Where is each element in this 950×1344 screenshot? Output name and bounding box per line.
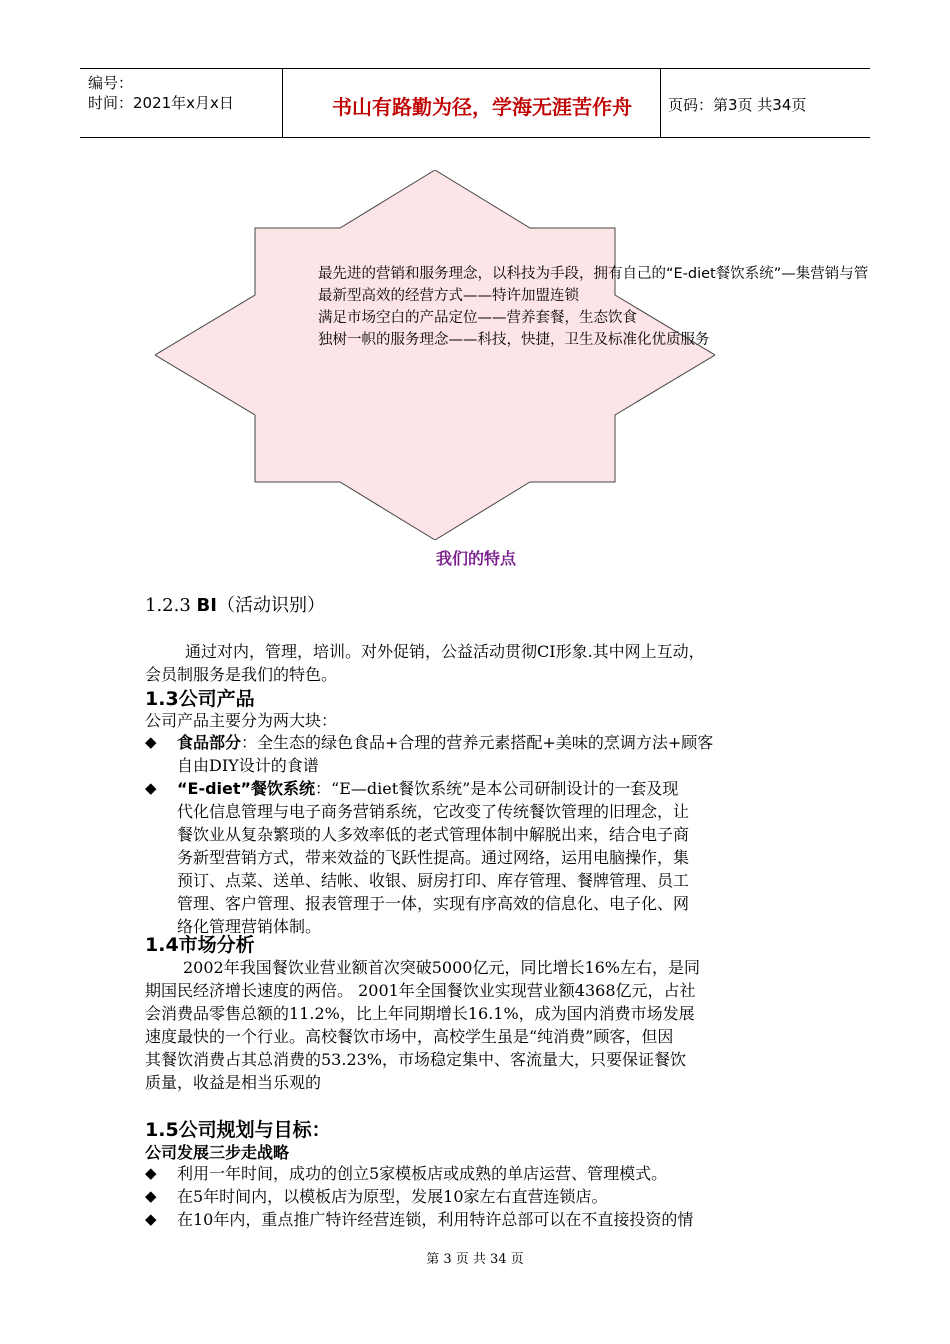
product-item-food xyxy=(145,731,825,777)
plan-item xyxy=(145,1162,825,1185)
bullet-diamond-icon: ◆ xyxy=(145,733,157,751)
market-line: 期国民经济增长速度的两倍。 2001年全国餐饮业实现营业额4368亿元，占社 xyxy=(145,981,696,1000)
section-bi-line2: 会员制服务是我们的特色。 xyxy=(145,665,338,684)
plan-item-text: 在10年内，重点推广特许经营连锁，利用特许总部可以在不直接投资的情 xyxy=(177,1210,694,1229)
bullet-diamond-icon: ◆ xyxy=(145,1187,157,1205)
product-item-text: 络化管理营销体制。 xyxy=(177,917,322,936)
feature-line: 满足市场空白的产品定位——营养套餐，生态饮食 xyxy=(318,310,637,326)
product-item-text: ：全生态的绿色食品+合理的营养元素搭配+美味的烹调方法+顾客 xyxy=(241,733,714,752)
product-item-label: 食品部分 xyxy=(177,733,242,752)
star-text xyxy=(318,263,950,351)
section-market-heading: 1.4市场分析 xyxy=(145,934,255,956)
feature-line: 最新型高效的经营方式——特许加盟连锁 xyxy=(318,288,579,304)
document-number-label: 编号： xyxy=(88,74,134,92)
section-plan-heading: 1.5公司规划与目标： xyxy=(145,1119,331,1141)
section-products-intro: 公司产品主要分为两大块： xyxy=(145,711,338,730)
header-page-label: 页码：第3页 共34页 xyxy=(668,96,807,114)
section-bi-bold: BI xyxy=(196,595,217,616)
product-item-text: 管理、客户管理、报表管理于一体，实现有序高效的信息化、电子化、网 xyxy=(177,894,690,913)
section-plan-subheading: 公司发展三步走战略 xyxy=(145,1143,290,1162)
section-bi-line1: 通过对内，管理，培训。对外促销，公益活动贯彻CI形象.其中网上互动， xyxy=(185,642,705,661)
header-motto: 书山有路勤为径，学海无涯苦作舟 xyxy=(332,95,632,119)
market-line: 其餐饮消费占其总消费的53.23%，市场稳定集中、客流量大，只要保证餐饮 xyxy=(145,1050,687,1069)
product-item-text: 务新型营销方式，带来效益的飞跃性提高。通过网络，运用电脑操作，集 xyxy=(177,848,690,867)
star-polygon xyxy=(155,170,715,540)
page-header xyxy=(80,68,870,138)
header-meta xyxy=(88,73,234,113)
header-divider xyxy=(282,69,283,137)
star-caption xyxy=(0,546,950,569)
plan-item-text: 利用一年时间，成功的创立5家模板店或成熟的单店运营、管理模式。 xyxy=(177,1164,668,1183)
feature-line: 最先进的营销和服务理念，以科技为手段，拥有自己的“E-diet餐饮系统”—集营销与管 xyxy=(318,266,869,282)
star-shape xyxy=(155,170,715,540)
product-item-text: 餐饮业从复杂繁琐的人多效率低的老式管理体制中解脱出来，结合电子商 xyxy=(177,825,690,844)
bullet-diamond-icon: ◆ xyxy=(145,779,157,797)
plan-item xyxy=(145,1208,825,1231)
star-caption-text: 我们的特点 xyxy=(435,549,516,568)
plan-item-text: 在5年时间内，以模板店为原型，发展10家左右直营连锁店。 xyxy=(177,1187,608,1206)
section-bi-rest: （活动识别） xyxy=(216,595,325,616)
plan-item xyxy=(145,1185,825,1208)
section-bi-number: 1.2.3 xyxy=(145,595,197,616)
section-products-heading: 1.3公司产品 xyxy=(145,688,255,710)
product-item-ediet xyxy=(145,777,825,938)
market-line: 速度最快的一个行业。高校餐饮市场中，高校学生虽是“纯消费”顾客，但因 xyxy=(145,1027,674,1046)
market-line: 2002年我国餐饮业营业额首次突破5000亿元，同比增长16%左右，是同 xyxy=(183,958,701,977)
product-item-text: ：“E—diet餐饮系统”是本公司研制设计的一套及现 xyxy=(315,779,679,798)
market-line: 质量，收益是相当乐观的 xyxy=(145,1073,322,1092)
product-item-text: 代化信息管理与电子商务营销系统，它改变了传统餐饮管理的旧理念，让 xyxy=(177,802,690,821)
page-footer: 第 3 页 共 34 页 xyxy=(426,1252,524,1267)
product-item-label: “E-diet”餐饮系统 xyxy=(177,779,316,798)
document-date-label: 时间：2021年x月x日 xyxy=(88,94,234,112)
bullet-diamond-icon: ◆ xyxy=(145,1164,157,1182)
section-bi-heading xyxy=(145,591,325,617)
product-item-text: 预订、点菜、送单、结帐、收银、厨房打印、库存管理、餐牌管理、员工 xyxy=(177,871,690,890)
bullet-diamond-icon: ◆ xyxy=(145,1210,157,1228)
market-line: 会消费品零售总额的11.2%，比上年同期增长16.1%，成为国内消费市场发展 xyxy=(145,1004,695,1023)
feature-line: 独树一帜的服务理念——科技，快捷，卫生及标准化优质服务 xyxy=(318,332,710,348)
product-item-text: 自由DIY设计的食谱 xyxy=(177,756,319,775)
